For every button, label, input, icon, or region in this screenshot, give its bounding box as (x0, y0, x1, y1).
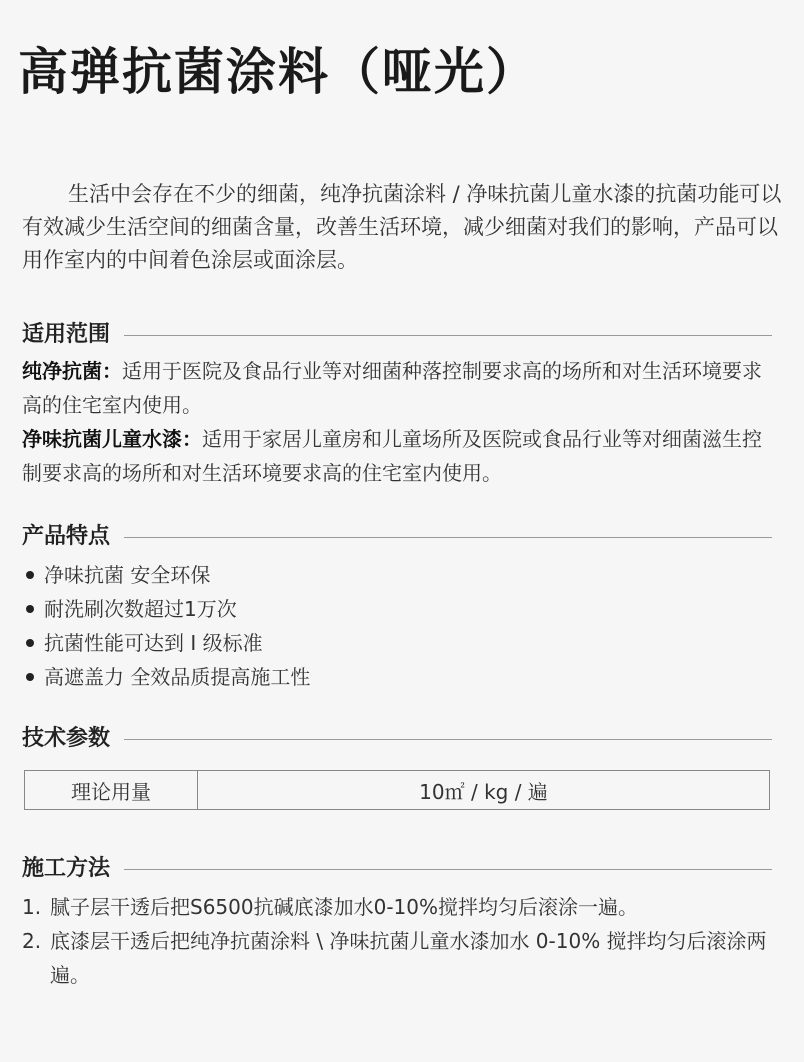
scope-item (22, 422, 772, 490)
intro-text: 生活中会存在不少的细菌，纯净抗菌涂料 / 净味抗菌儿童水漆的抗菌功能可以有效减少生活空间的细菌含量，改善生活环境，减少细菌对我们的影响，产品可以用作室内的中间着色涂层或面涂层。 (22, 182, 782, 272)
spec-table (24, 770, 770, 810)
page-title: 高弹抗菌涂料（哑光） (18, 43, 538, 101)
section-divider (22, 869, 772, 870)
scope-item-text: 适用于医院及食品行业等对细菌种落控制要求高的场所和对生活环境要求高的住宅室内使用。 (22, 359, 762, 417)
section-divider (22, 739, 772, 740)
tech-section (22, 722, 772, 810)
intro-paragraph (22, 178, 792, 277)
section-divider (22, 335, 772, 336)
section-divider (22, 537, 772, 538)
tech-header (22, 722, 772, 756)
feature-text: 高遮盖力 全效品质提高施工性 (44, 665, 311, 689)
features-header (22, 520, 772, 554)
section-heading-scope: 适用范围 (22, 318, 124, 352)
table-row (25, 771, 770, 810)
feature-text: 净味抗菌 安全环保 (44, 563, 211, 587)
spec-label: 理论用量 (25, 771, 198, 810)
scope-body (22, 354, 772, 490)
features-list (22, 558, 772, 694)
method-steps (22, 890, 772, 992)
scope-section (22, 318, 772, 490)
feature-item (22, 592, 772, 626)
scope-item (22, 354, 772, 422)
feature-text: 抗菌性能可达到 Ⅰ 级标准 (44, 631, 263, 655)
scope-item-text: 适用于家居儿童房和儿童场所及医院或食品行业等对细菌滋生控制要求高的场所和对生活环境要求高的住宅室内使用。 (22, 427, 762, 485)
section-heading-tech: 技术参数 (22, 722, 124, 756)
step-number: 2. (22, 929, 42, 953)
scope-item-lead: 净味抗菌儿童水漆： (22, 427, 202, 451)
feature-text: 耐洗刷次数超过1万次 (44, 597, 237, 621)
bullet-icon (26, 605, 34, 613)
feature-item (22, 626, 772, 660)
scope-item-lead: 纯净抗菌： (22, 359, 122, 383)
bullet-icon (26, 571, 34, 579)
section-heading-features: 产品特点 (22, 520, 124, 554)
feature-item (22, 660, 772, 694)
features-section (22, 520, 772, 694)
bullet-icon (26, 673, 34, 681)
scope-header (22, 318, 772, 352)
step-item (22, 890, 772, 924)
step-number: 1. (22, 895, 42, 919)
method-header (22, 852, 772, 886)
bullet-icon (26, 639, 34, 647)
section-heading-method: 施工方法 (22, 852, 124, 886)
method-section (22, 852, 772, 992)
step-text: 底漆层干透后把纯净抗菌涂料 \ 净味抗菌儿童水漆加水 0-10% 搅拌均匀后滚涂两遍。 (50, 929, 767, 987)
spec-value: 10㎡ / kg / 遍 (198, 771, 770, 810)
step-text: 腻子层干透后把S6500抗碱底漆加水0-10%搅拌均匀后滚涂一遍。 (50, 895, 638, 919)
step-item (22, 924, 772, 992)
feature-item (22, 558, 772, 592)
